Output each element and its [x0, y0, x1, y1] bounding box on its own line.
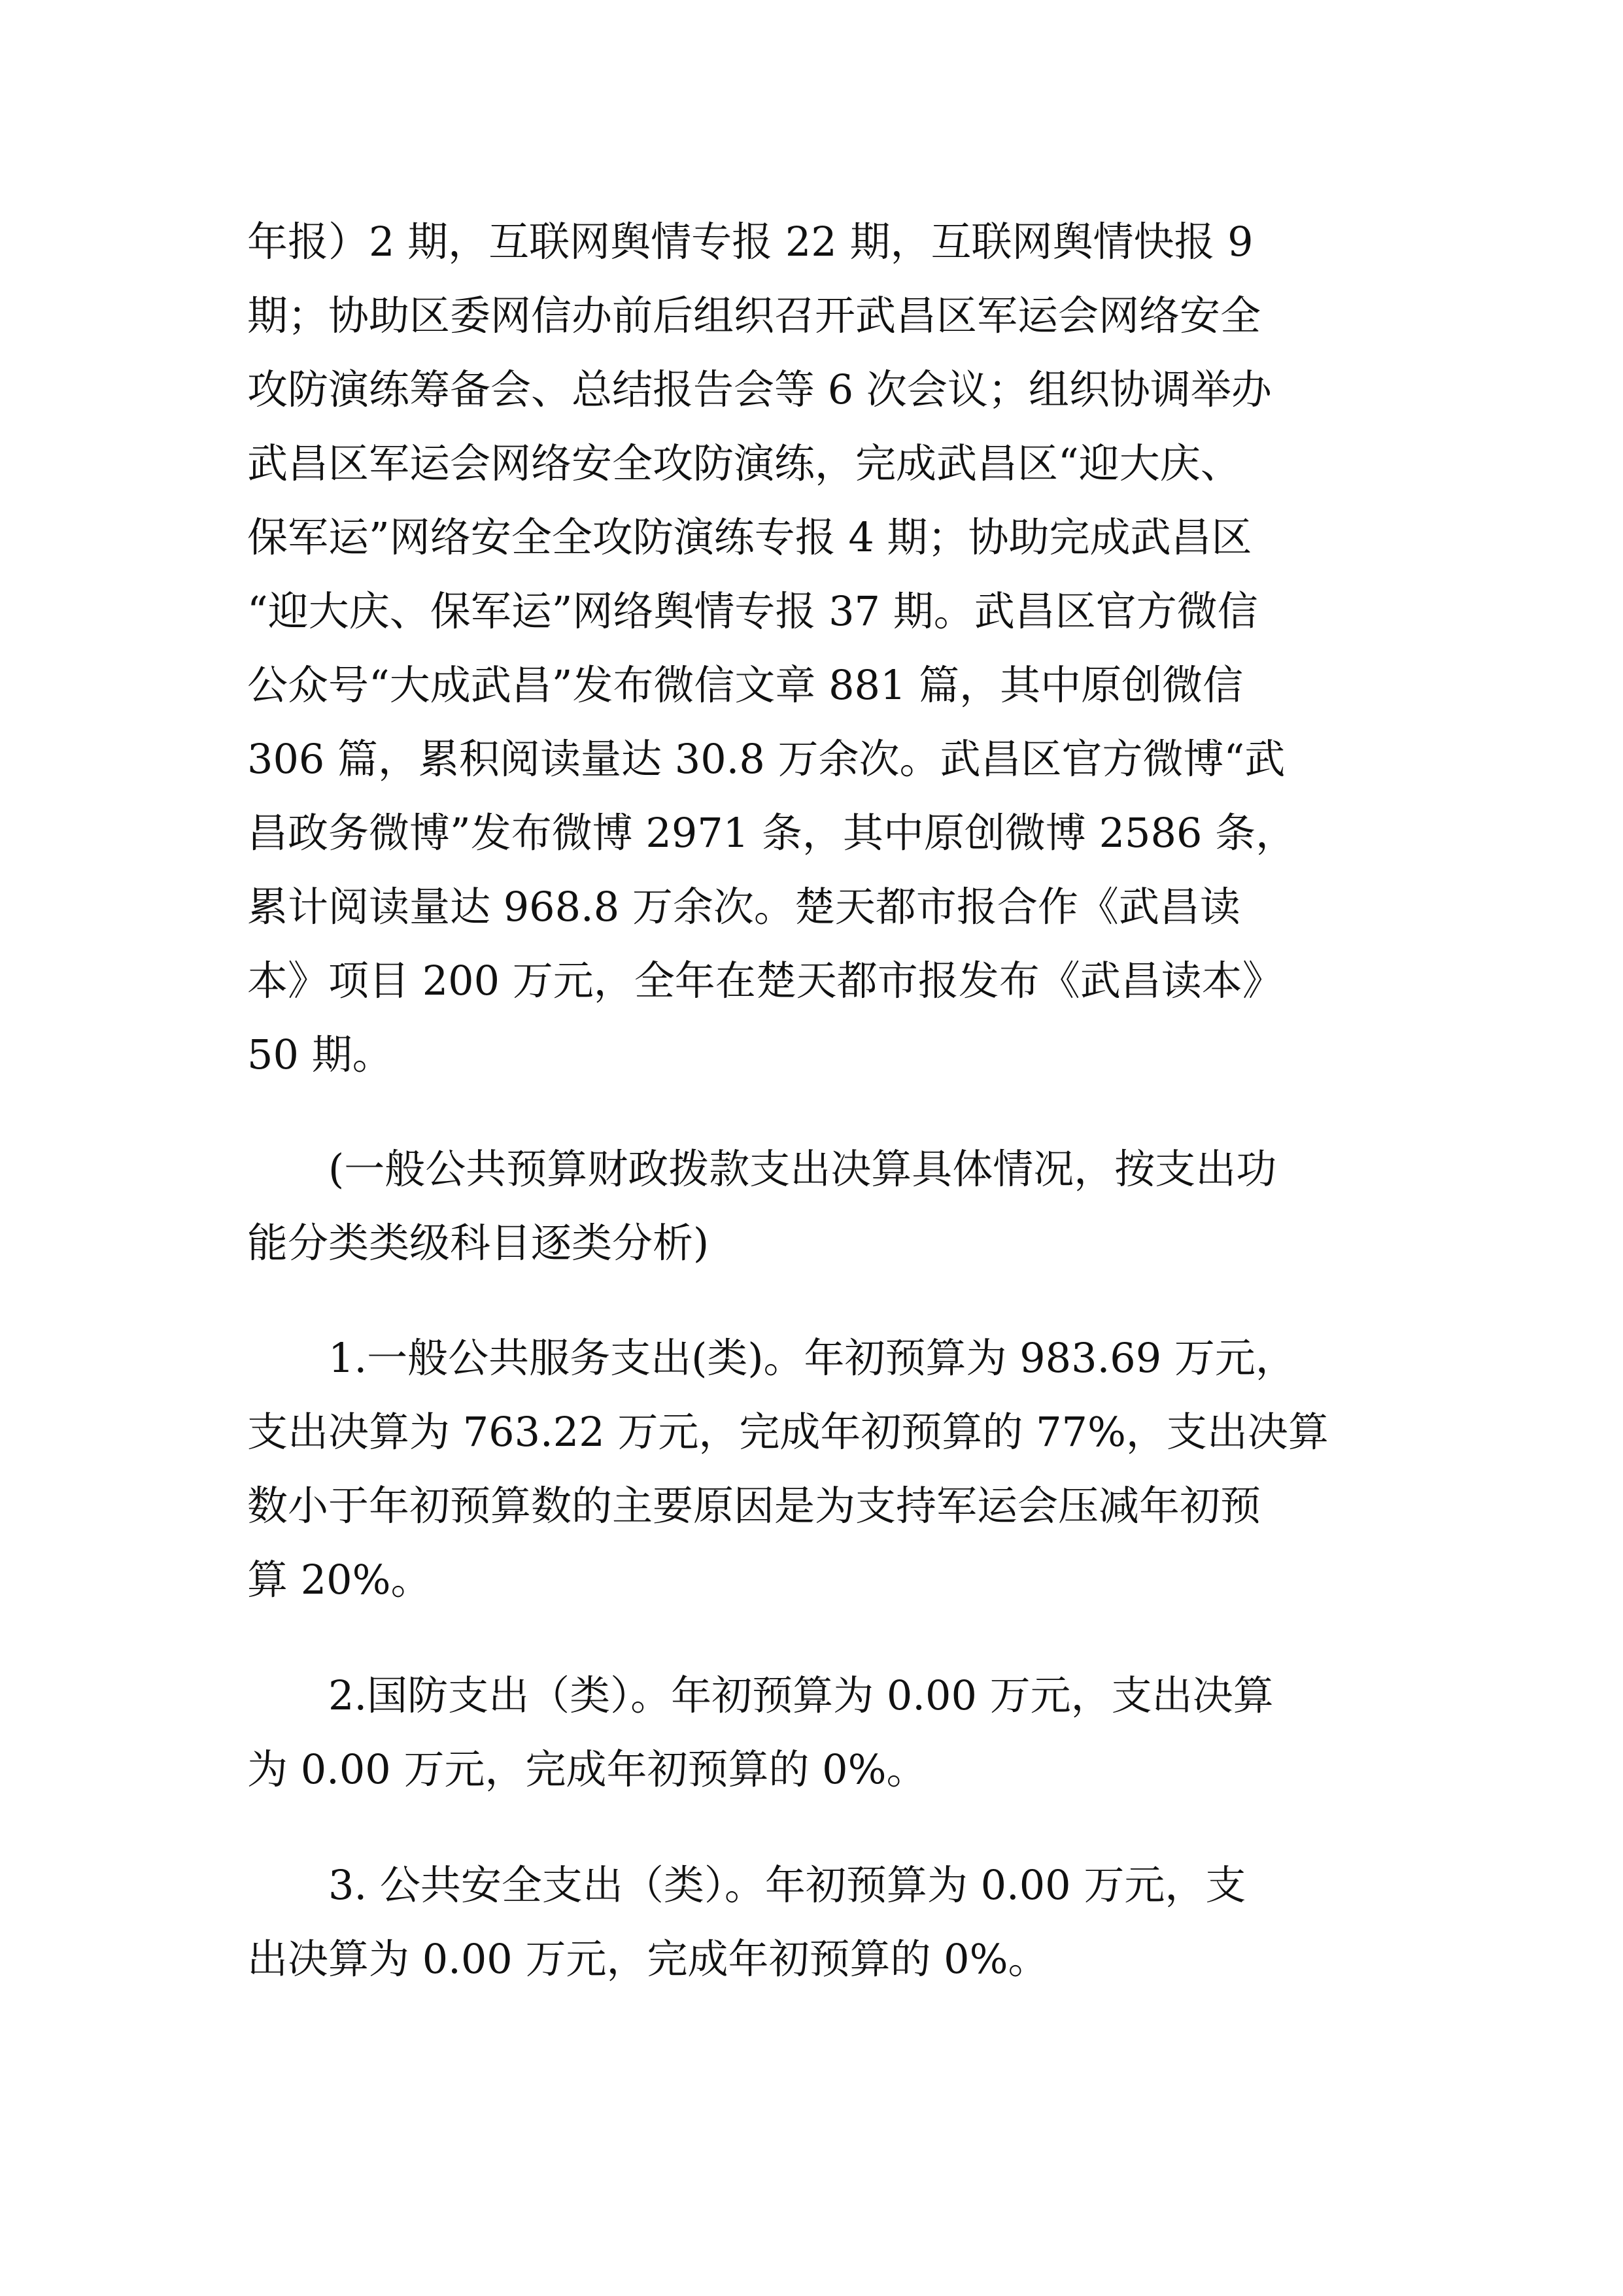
body-text-line: 支出决算为 763.22 万元，完成年初预算的 77%，支出决算 [247, 1408, 1329, 1456]
body-text-line: 306 篇，累积阅读量达 30.8 万余次。武昌区官方微博“武 [247, 735, 1286, 783]
body-text-line: 年报）2 期，互联网舆情专报 22 期，互联网舆情快报 9 [247, 218, 1254, 266]
body-text-line: 攻防演练筹备会、总结报告会等 6 次会议；组织协调举办 [247, 366, 1272, 413]
body-text-line: 为 0.00 万元，完成年初预算的 0%。 [247, 1745, 927, 1793]
body-text-line: 累计阅读量达 968.8 万余次。楚天都市报合作《武昌读 [247, 883, 1240, 931]
body-text-line: 出决算为 0.00 万元，完成年初预算的 0%。 [247, 1935, 1049, 1983]
body-text-line: “迎大庆、保军运”网络舆情专报 37 期。武昌区官方微信 [247, 587, 1258, 635]
body-text-line: 昌政务微博”发布微博 2971 条，其中原创微博 2586 条， [247, 809, 1297, 857]
body-text-line: 本》项目 200 万元，全年在楚天都市报发布《武昌读本》 [247, 957, 1283, 1004]
body-text-line: 数小于年初预算数的主要原因是为支持军运会压减年初预 [247, 1482, 1261, 1530]
body-text-line: 2.国防支出（类）。年初预算为 0.00 万元，支出决算 [328, 1671, 1274, 1719]
body-text-line: 期；协助区委网信办前后组织召开武昌区军运会网络安全 [247, 292, 1261, 339]
body-text-line: 1.一般公共服务支出(类)。年初预算为 983.69 万元， [328, 1334, 1296, 1382]
body-text-line: 50 期。 [247, 1031, 393, 1078]
body-text-line: 公众号“大成武昌”发布微信文章 881 篇，其中原创微信 [247, 661, 1244, 709]
body-text-line: 算 20%。 [247, 1556, 432, 1603]
body-text-line: 3. 公共安全支出（类）。年初预算为 0.00 万元，支 [328, 1861, 1246, 1909]
body-text-line: 能分类类级科目逐类分析) [247, 1219, 709, 1267]
body-text-line: 保军运”网络安全全攻防演练专报 4 期；协助完成武昌区 [247, 513, 1252, 561]
body-text-line: 武昌区军运会网络安全攻防演练，完成武昌区“迎大庆、 [247, 439, 1241, 487]
body-text-line: (一般公共预算财政拨款支出决算具体情况，按支出功 [328, 1145, 1277, 1193]
